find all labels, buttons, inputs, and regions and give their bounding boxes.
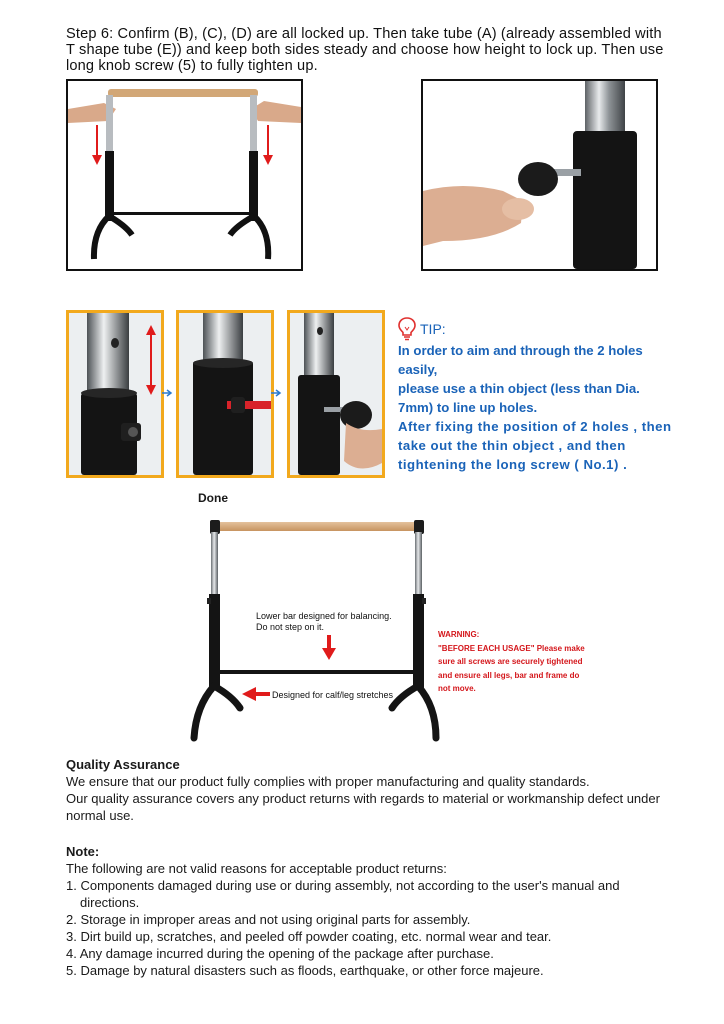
warning-line-4: and ensure all legs, bar and frame do (438, 670, 580, 680)
photo-tighten-screw (287, 310, 385, 478)
warning-block (438, 628, 598, 696)
photo-assembly-hands (66, 79, 303, 271)
tip-title: TIP: (420, 320, 446, 337)
photo-insert-thin-object (176, 310, 274, 478)
quality-heading: Quality Assurance (66, 757, 180, 772)
list-item: 3. Dirt build up, scratches, and peeled off powder coating, etc. normal wear and tear. (66, 929, 552, 944)
lightbulb-icon (398, 317, 416, 341)
arrow-right-icon (271, 388, 283, 398)
lower-bar-note-2: Do not step on it. (256, 622, 325, 632)
warning-line-2: "BEFORE EACH USAGE" Please make (438, 643, 585, 653)
done-label: Done (198, 491, 228, 505)
warning-line-5: not move. (438, 684, 476, 693)
note-section (66, 843, 676, 979)
photo-knob-tighten (421, 79, 658, 271)
note-list (66, 877, 676, 979)
step-instruction: Step 6: Confirm (B), (C), (D) are all locked up. Then take tube (A) (already assembled with T shape tube (E)) and keep both sides steady and choose how height to lock up. Then use long knob screw (5) to fully tighten up. (66, 26, 664, 74)
calf-stretch-note: Designed for calf/leg stretches (272, 690, 394, 700)
warning-line-3: sure all screws are securely tightened (438, 657, 583, 666)
arrow-right-icon (162, 388, 174, 398)
tip-line-1: In order to aim and through the 2 holes easily, (398, 343, 643, 377)
tip-block (398, 317, 678, 474)
quality-paragraph-1: We ensure that our product fully complies with proper manufacturing and quality standards. (66, 774, 590, 789)
list-item: 4. Any damage incurred during the opening of the package after purchase. (66, 946, 494, 961)
photo-align-holes (66, 310, 164, 478)
lower-bar-note-1: Lower bar designed for balancing. (256, 611, 392, 621)
note-intro: The following are not valid reasons for acceptable product returns: (66, 861, 447, 876)
list-item: 1. Components damaged during use or during assembly, not according to the user's manual and directions. (66, 878, 620, 910)
tip-line-3: After fixing the position of 2 holes , then take out the thin object , and then tightening the long screw ( No.1) . (398, 419, 672, 472)
tip-line-2: please use a thin object (less than Dia. 7mm) to line up holes. (398, 381, 640, 415)
list-item: 5. Damage by natural disasters such as floods, earthquake, or other force majeure. (66, 963, 544, 978)
list-item: 2. Storage in improper areas and not using original parts for assembly. (66, 912, 471, 927)
note-heading: Note: (66, 844, 100, 859)
warning-line-1: WARNING: (438, 630, 480, 639)
quality-assurance-section (66, 756, 676, 824)
quality-paragraph-2: Our quality assurance covers any product returns with regards to material or workmanship defect under normal use. (66, 791, 660, 823)
